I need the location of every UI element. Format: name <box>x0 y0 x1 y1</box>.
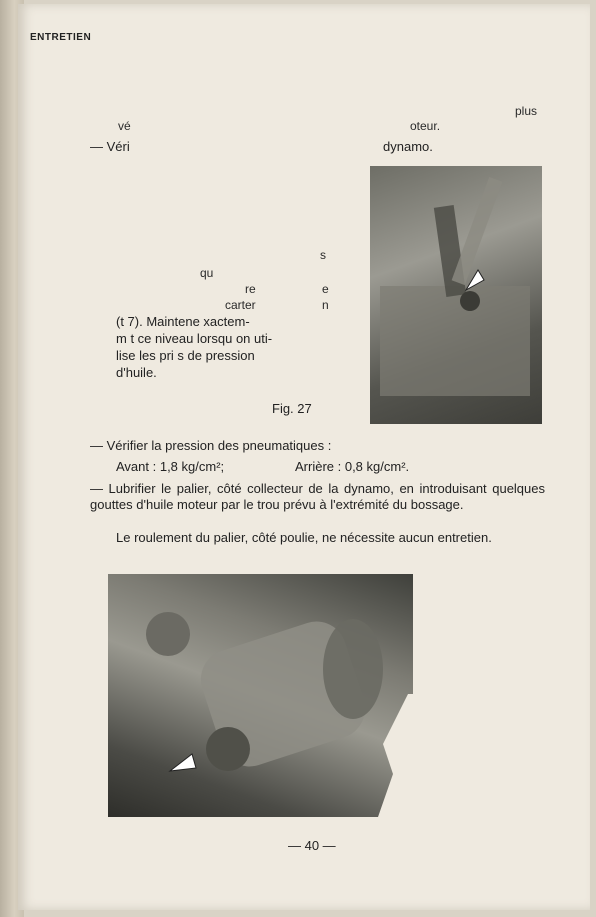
text-fragment: — Véri <box>90 139 130 154</box>
dynamo-photo <box>108 574 413 817</box>
text-fragment: qu <box>200 266 214 280</box>
item-pressure: — Vérifier la pression des pneumatiques : <box>90 438 332 453</box>
page-header: ENTRETIEN <box>30 32 92 43</box>
text-fragment: m t ce niveau lorsqu on uti- <box>116 331 273 346</box>
text-fragment: e <box>322 282 329 296</box>
text-fragment: re <box>245 282 256 296</box>
text-fragment: n <box>322 298 329 312</box>
item-lubricate <box>90 481 545 513</box>
text-fragment: oteur. <box>410 119 441 133</box>
item-lubricate-text: — Lubrifier le palier, côté collecteur de la dynamo, en introduisant quelques gouttes d'huile moteur par le trou prévu à l'extrémité du bossage. <box>90 481 545 512</box>
text-fragment: s <box>320 248 326 262</box>
pressure-rear: Arrière : 0,8 kg/cm². <box>295 459 410 474</box>
bearing-note-text: Le roulement du palier, côté poulie, ne nécessite aucun entretien. <box>116 530 492 545</box>
text-fragment: vé <box>118 119 131 133</box>
bearing-note <box>116 530 545 546</box>
engine-photo-fig27 <box>370 166 542 424</box>
text-fragment: d'huile. <box>116 365 157 380</box>
text-fragment: (t 7). Maintene xactem- <box>116 314 250 329</box>
page-number: — 40 — <box>288 838 336 853</box>
text-fragment: plus <box>515 104 538 118</box>
text-fragment: lise les pri s de pression <box>116 348 255 363</box>
text-fragment: dynamo. <box>383 139 433 154</box>
figure-caption: Fig. 27 <box>272 401 312 416</box>
pressure-front: Avant : 1,8 kg/cm²; <box>116 459 225 474</box>
text-fragment: carter <box>225 298 256 312</box>
